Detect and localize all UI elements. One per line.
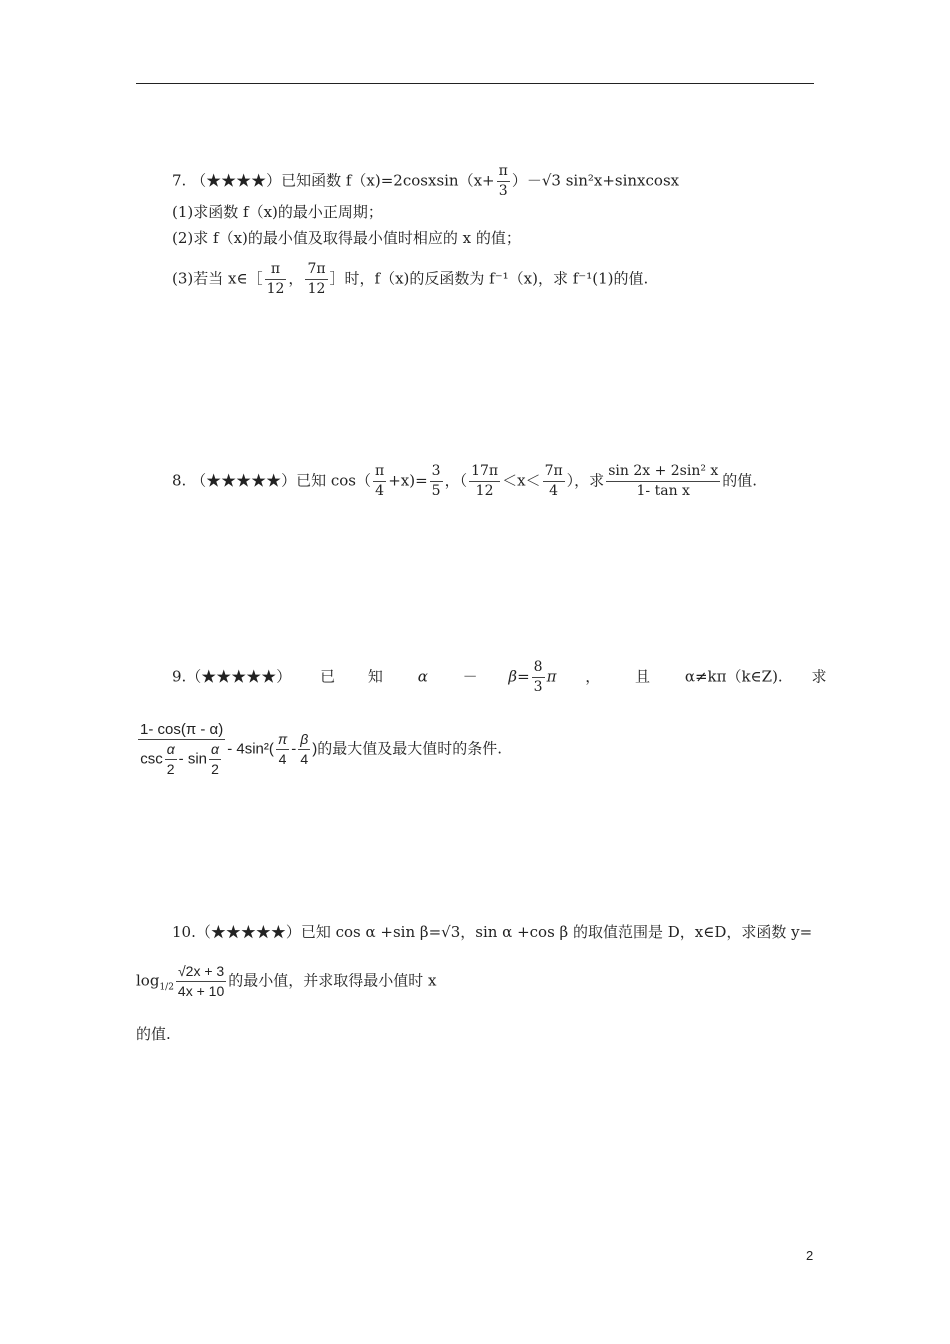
pi-symbol: π (546, 667, 557, 686)
problem-9-head: 9.（★★★★★） (172, 667, 292, 686)
problem-8-head: 8. （★★★★★）已知 cos（ (172, 471, 371, 490)
question-3-suffix: ］时，f（x)的反函数为 f⁻¹（x)，求 f⁻¹(1)的值. (329, 269, 649, 288)
fraction-numerator: 3 (430, 462, 443, 482)
fraction-denominator: 4x + 10 (177, 983, 225, 999)
close-paren: ) (312, 740, 318, 758)
problem-7-function: f（x)=2cosxsin（x+ (345, 171, 495, 190)
fraction-alpha-over-2 (165, 740, 177, 779)
problem-9-statement (172, 658, 827, 697)
problem-7-statement (172, 162, 679, 201)
problem-7-function-tail: ）－√3 sin²x+sinxcosx (511, 171, 680, 190)
fraction-numerator: √2x + 3 (176, 962, 226, 982)
fraction-numerator: π (497, 162, 510, 182)
sin-text: - sin (178, 750, 208, 768)
inequality-text: ＜x＜ (502, 471, 541, 490)
fraction-numerator: 8 (532, 658, 545, 678)
fraction-denominator: 4 (278, 751, 287, 767)
fraction-numerator: β (298, 730, 310, 750)
fraction-numerator: π (265, 260, 287, 280)
log-text: log (136, 971, 160, 990)
fraction-numerator: 7π (305, 260, 327, 280)
fraction-denominator: 4 (375, 483, 385, 499)
comma: ， (585, 667, 601, 686)
ask-text: ），求 (566, 471, 605, 490)
header-rule (136, 83, 814, 84)
fraction-denominator: 4 (300, 751, 309, 767)
fraction-3-over-5 (430, 462, 443, 501)
fraction-denominator: 5 (431, 483, 441, 499)
open-interval-text: ，（ (444, 471, 468, 490)
fraction-numerator: π (276, 730, 289, 750)
fraction-denominator (138, 740, 225, 779)
fraction-pi-over-12 (265, 260, 287, 299)
fraction-numerator: α (209, 740, 221, 760)
condition-text: α≠kπ（k∈Z). (684, 667, 783, 686)
problem-10-ending: 的值. (136, 1025, 171, 1043)
fraction-denominator: 12 (266, 281, 285, 297)
big-fraction (138, 720, 225, 779)
problem-7-head: 7. （★★★★）已知函数 (172, 171, 342, 190)
fraction-numerator: 17π (469, 462, 500, 482)
fraction-numerator: 7π (543, 462, 565, 482)
fraction-pi-over-3 (497, 162, 510, 201)
alpha-symbol: α (417, 667, 428, 686)
problem-8-tail: 的值. (722, 471, 758, 490)
fraction-7pi-over-4 (543, 462, 565, 501)
fraction-denominator: 3 (498, 183, 508, 199)
sin-squared-text: - 4sin²( (227, 740, 274, 758)
equals-text: +x)= (388, 471, 428, 490)
fraction-17pi-over-12 (469, 462, 500, 501)
fraction-pi-over-4 (373, 462, 386, 501)
minus-sign: - (291, 740, 297, 758)
fraction-log-argument (176, 962, 226, 1001)
beta-equals: β= (508, 667, 530, 686)
fraction-denominator: 3 (533, 679, 543, 695)
problem-7-question-1: (1)求函数 f（x)的最小正周期； (172, 203, 383, 221)
question-3-prefix: (3)若当 x∈［ (172, 269, 263, 288)
comma: ， (288, 269, 304, 288)
fraction-denominator: 4 (549, 483, 559, 499)
fraction-denominator: 2 (211, 761, 219, 777)
problem-7-question-3 (172, 260, 648, 299)
problem-10-tail: 的最小值，并求取得最小值时 x (228, 971, 437, 990)
csc-text: csc (140, 750, 163, 768)
fraction-denominator: 1- tan x (636, 483, 690, 499)
problem-7-question-2: (2)求 f（x)的最小值及取得最小值时相应的 x 的值； (172, 229, 521, 247)
fraction-numerator: 1- cos(π - α) (140, 721, 224, 738)
fraction-pi-over-4 (276, 730, 289, 769)
word: 求 (811, 667, 827, 686)
word: 知 (367, 667, 383, 686)
fraction-denominator: 12 (475, 483, 494, 499)
word: 且 (635, 667, 651, 686)
problem-9-tail: 的最大值及最大值时的条件. (317, 739, 503, 758)
problem-9-expression (136, 720, 502, 779)
fraction-8-over-3 (532, 658, 545, 697)
problem-10-statement: 10.（★★★★★）已知 cos α +sin β=√3，sin α +cos β 的取值范围是 D，x∈D，求函数 y= (172, 923, 813, 941)
fraction-numerator: α (165, 740, 177, 760)
fraction-expression (606, 462, 720, 501)
word: 已 (320, 667, 336, 686)
fraction-7pi-over-12 (305, 260, 327, 299)
fraction-numerator: π (373, 462, 386, 482)
fraction-numerator: sin 2x + 2sin² x (606, 462, 720, 482)
fraction-denominator: 2 (166, 761, 175, 777)
page-number: 2 (806, 1248, 814, 1263)
problem-10-expression (136, 962, 436, 1001)
log-base: 1/2 (159, 982, 174, 993)
fraction-alpha-over-2 (209, 740, 221, 779)
problem-8-statement (172, 462, 757, 501)
fraction-denominator: 12 (307, 281, 326, 297)
fraction-beta-over-4 (298, 730, 310, 769)
minus-sign: － (462, 667, 478, 686)
